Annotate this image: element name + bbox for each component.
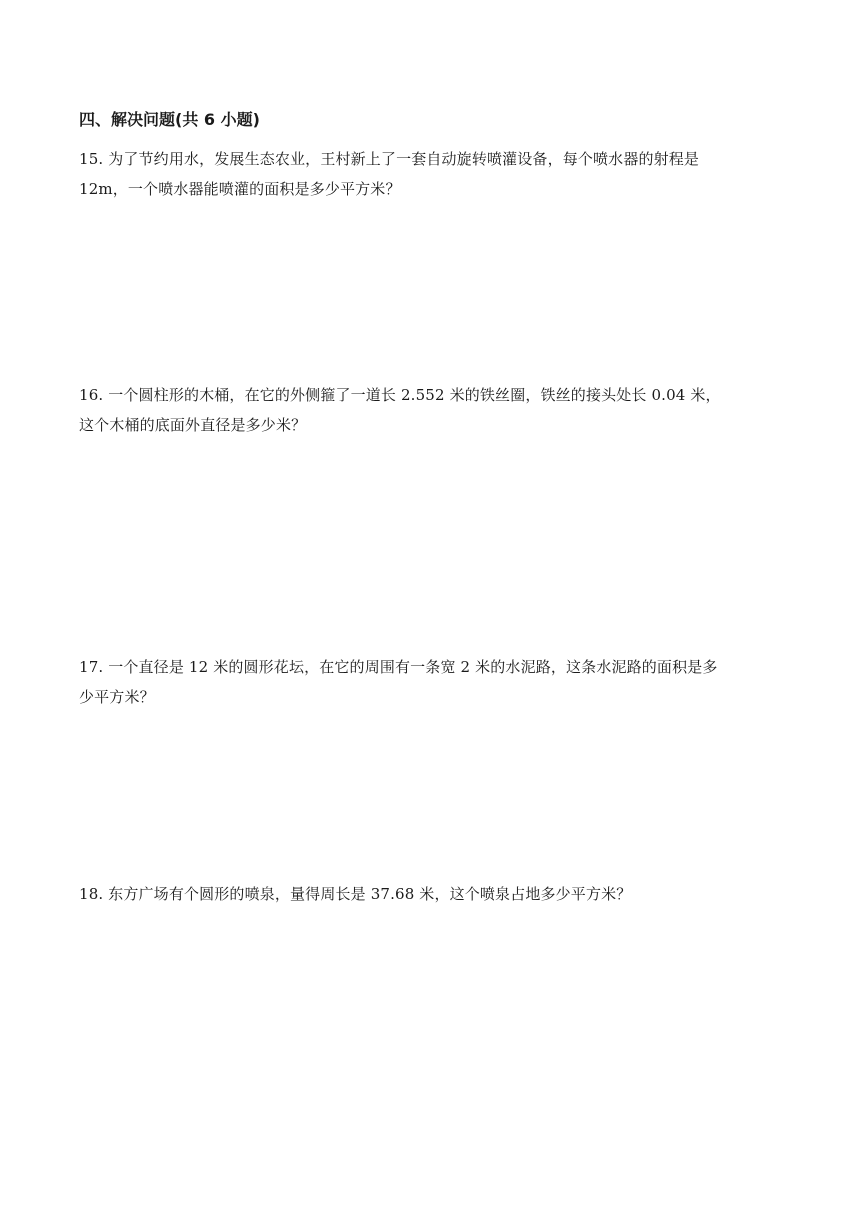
question-15	[79, 144, 785, 204]
question-15-line-1: 15. 为了节约用水，发展生态农业，王村新上了一套自动旋转喷灌设备，每个喷水器的射程是	[79, 150, 700, 168]
question-16-line-1: 16. 一个圆柱形的木桶，在它的外侧箍了一道长 2.552 米的铁丝圈，铁丝的接头处长 0.04 米，	[79, 386, 721, 404]
question-15-line-2: 12m，一个喷水器能喷灌的面积是多少平方米？	[79, 180, 401, 198]
question-17-line-2: 少平方米？	[79, 688, 155, 706]
question-18-line-1: 18. 东方广场有个圆形的喷泉，量得周长是 37.68 米，这个喷泉占地多少平方米？	[79, 885, 632, 903]
question-18	[79, 879, 785, 909]
question-17	[79, 652, 785, 712]
section-title: 四、解决问题(共 6 小题)	[79, 110, 260, 129]
question-16-line-2: 这个木桶的底面外直径是多少米？	[79, 416, 307, 434]
question-16	[79, 380, 785, 440]
question-17-line-1: 17. 一个直径是 12 米的圆形花坛，在它的周围有一条宽 2 米的水泥路，这条水泥路的面积是多	[79, 658, 718, 676]
